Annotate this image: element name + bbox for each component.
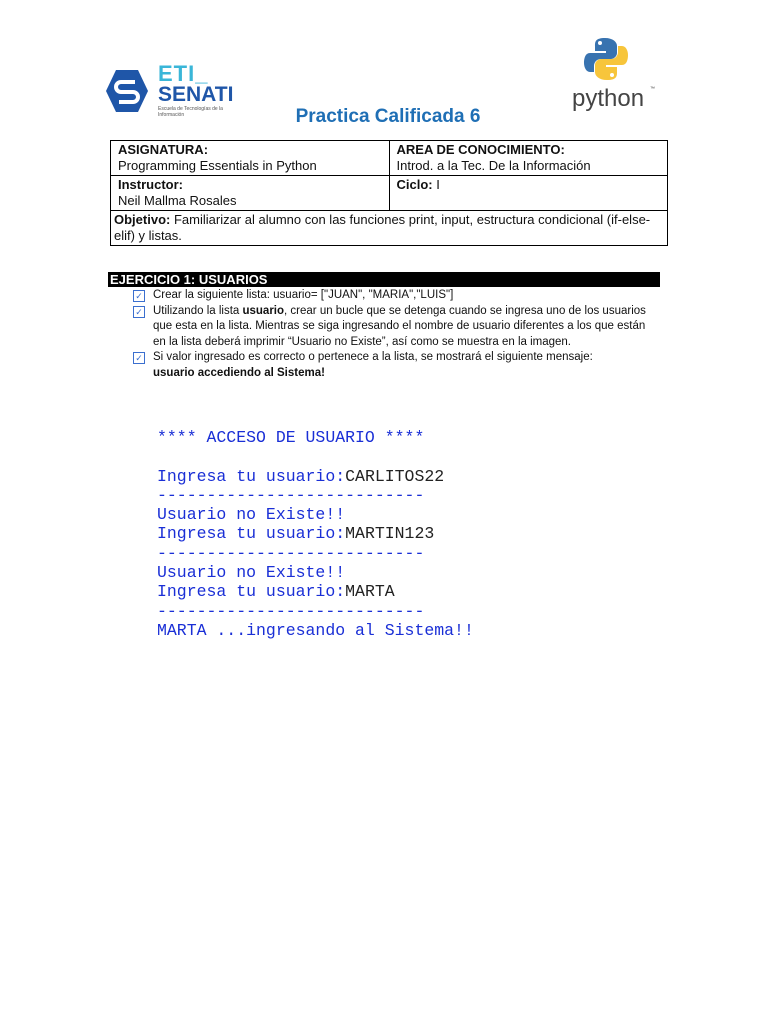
area-label: AREA DE CONOCIMIENTO: bbox=[396, 142, 565, 157]
console-error: Usuario no Existe!! bbox=[157, 563, 346, 583]
logo-senati: SENATI bbox=[158, 83, 234, 106]
item-text-part: Utilizando la lista bbox=[153, 304, 243, 317]
exercise-title: EJERCICIO 1: USUARIOS bbox=[108, 272, 660, 287]
console-separator: --------------------------- bbox=[157, 485, 425, 505]
console-prompt: Ingresa tu usuario: bbox=[157, 466, 346, 486]
item-text-part: Si valor ingresado es correcto o pertenece a la lista, se mostrará el siguiente mensaje: bbox=[153, 351, 593, 363]
objetivo-label: Objetivo: bbox=[114, 212, 171, 227]
ciclo-label: Ciclo: bbox=[396, 177, 433, 192]
console-prompt: Ingresa tu usuario: bbox=[157, 582, 346, 602]
console-input: CARLITOS22 bbox=[345, 466, 445, 486]
item-text-bold: usuario bbox=[242, 304, 285, 317]
trademark: ™ bbox=[650, 86, 655, 92]
item-text: Crear la siguiente lista: usuario= ["JUAN", "MARIA","LUIS"] bbox=[153, 289, 454, 301]
checkbox-icon: ✓ bbox=[133, 306, 145, 318]
area-value: Introd. a la Tec. De la Información bbox=[396, 158, 591, 173]
item-text bbox=[153, 350, 593, 381]
list-item bbox=[133, 350, 653, 381]
ciclo-value: I bbox=[436, 177, 440, 192]
item-text-bold: usuario accediendo al Sistema! bbox=[153, 366, 325, 379]
page-title: Practica Calificada 6 bbox=[295, 106, 481, 127]
logo-eti: ETI_ bbox=[158, 61, 209, 86]
list-item bbox=[133, 304, 653, 351]
instructor-label: Instructor: bbox=[118, 177, 183, 192]
console-title: **** ACCESO DE USUARIO **** bbox=[157, 428, 425, 447]
console-error: Usuario no Existe!! bbox=[157, 505, 346, 525]
console-separator: --------------------------- bbox=[157, 543, 425, 563]
info-table bbox=[110, 140, 668, 246]
console-input: MARTA bbox=[345, 582, 395, 602]
item-text-part: , crear un bucle que se detenga cuando se ingresa uno de los usuarios que esta en la lista. Mientras se siga ingresando el nombre de usuario diferentes a los que están en la lista deberá imprimir “Usuario no Existe”, así como se muestra en la imagen. bbox=[153, 304, 646, 348]
asignatura-label: ASIGNATURA: bbox=[118, 142, 209, 157]
checkbox-icon: ✓ bbox=[133, 290, 145, 302]
objetivo-value: Familiarizar al alumno con las funciones print, input, estructura condicional (if-else-elif) y listas. bbox=[114, 212, 651, 243]
item-text bbox=[153, 304, 653, 351]
console-input: MARTIN123 bbox=[345, 524, 435, 544]
logo-subtitle: Escuela de Tecnologías de la Información bbox=[158, 106, 223, 118]
checkbox-icon: ✓ bbox=[133, 352, 145, 364]
console-separator: --------------------------- bbox=[157, 601, 425, 621]
python-logo-text: python bbox=[572, 85, 645, 112]
list-item bbox=[133, 288, 653, 304]
console-prompt: Ingresa tu usuario: bbox=[157, 524, 346, 544]
exercise-items bbox=[133, 288, 653, 381]
python-logo-icon bbox=[583, 36, 629, 82]
instructor-value: Neil Mallma Rosales bbox=[118, 193, 237, 208]
asignatura-value: Programming Essentials in Python bbox=[118, 158, 317, 173]
console-success: MARTA ...ingresando al Sistema!! bbox=[157, 620, 474, 640]
console-output bbox=[157, 428, 474, 640]
